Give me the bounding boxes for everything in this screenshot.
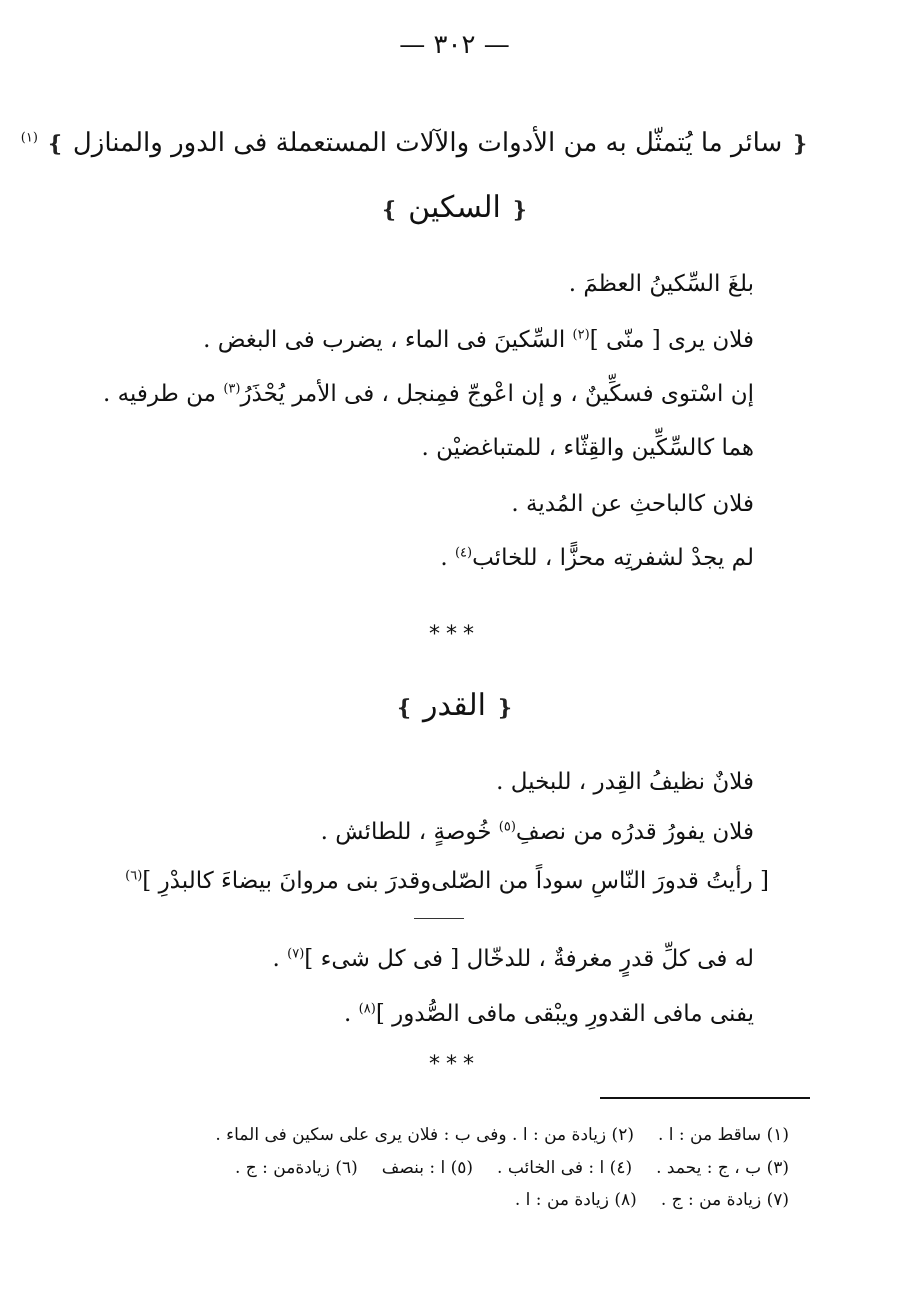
proverb-line: هما كالسِّكِّين والقِثّاء ، للمتباغضيْن . [421,435,754,461]
ornament-right: ❴ [790,132,809,157]
footnote-ref: (٨) [358,1001,376,1017]
section-title-pot [100,688,809,723]
proverb-line: يفنى مافى القدورِ ويبْقى مافى الصُّدور ]$^{(٨)}$ . [344,1001,754,1027]
section-separator-stars: *** [429,1052,480,1077]
footnote-ref: (٥) [498,819,516,835]
footnote-line: (٣) ب ، ج : يحمد . (٤) ا : فى الخائب . (٥) ا : بنصف (٦) زيادةمن : ج . [234,1158,789,1178]
ornament-left: ❵ [380,198,399,223]
footnote-ref: (٢) [572,327,590,343]
footnote-ref: (٣) [223,381,241,397]
ornament-right: ❴ [495,696,514,721]
proverb-line: فلان كالباحثِ عن المُدية . [511,491,754,517]
footnote-ref: (٦) [125,868,143,884]
ornament-right: ❴ [510,198,529,223]
proverb-line: بلغَ السِّكينُ العظمَ . [568,271,754,297]
proverb-line: لم يجدْ لشفرتِه محزًّا ، للخائب$^{(٤)}$ . [440,545,754,571]
section-separator-stars: *** [429,622,480,647]
verse-separator-line [414,918,464,919]
footnote-ref: (٤) [454,545,473,561]
section-title-text: السكين [408,190,501,225]
ornament-left: ❵ [46,132,65,157]
footnote-line: (١) ساقط من : ا . (٢) زيادة من : ا . وفى ب : فلان يرى على سكين فى الماء . [215,1125,789,1145]
footnote-ref: (١) [20,130,38,146]
footnote-ref: (٧) [287,946,305,962]
main-heading-text: سائر ما يُتمثّل به من الأدوات والآلات المستعملة فى الدور والمنازل [72,128,783,158]
verse-couplet [125,868,769,894]
section-title-knife [100,190,809,225]
section-title-text: القدر [423,688,486,723]
proverb-line: فلانٌ نظيفُ القِدر ، للبخيل . [496,769,754,795]
verse-right-hemistich: [ رأيتُ قدورَ النّاسِ سوداً من الصّلى [431,868,769,894]
main-heading [20,128,809,158]
proverb-line: إن اسْتوى فسكِّينٌ ، و إن اعْوجّ فمِنجل ، فى الأمر يُحْذَرُ$^{(٣)}$ من طرفيه . [102,381,754,407]
footnote-line: (٧) زيادة من : ج . (٨) زيادة من : ا . [514,1190,789,1210]
footnote-rule [600,1097,810,1099]
proverb-line: فلان يفورُ قدرُه من نصفِ$^{(٥)}$ خُوصةٍ ، للطائش . [320,819,754,845]
proverb-line: فلان يرى [ منّى ]$^{(٢)}$ السِّكينَ فى الماء ، يضرب فى البغض . [203,327,754,353]
verse-left-hemistich: وقدرَ بنى مروانَ بيضاءَ كالبدْرِ ]$^{(٦)}$ [125,868,432,894]
page-number: — ٣٠٢ — [399,30,510,60]
ornament-left: ❵ [395,696,414,721]
proverb-line: له فى كلِّ قدرٍ مغرفةٌ ، للدخّال [ فى كل شىء ]$^{(٧)}$ . [272,946,754,972]
